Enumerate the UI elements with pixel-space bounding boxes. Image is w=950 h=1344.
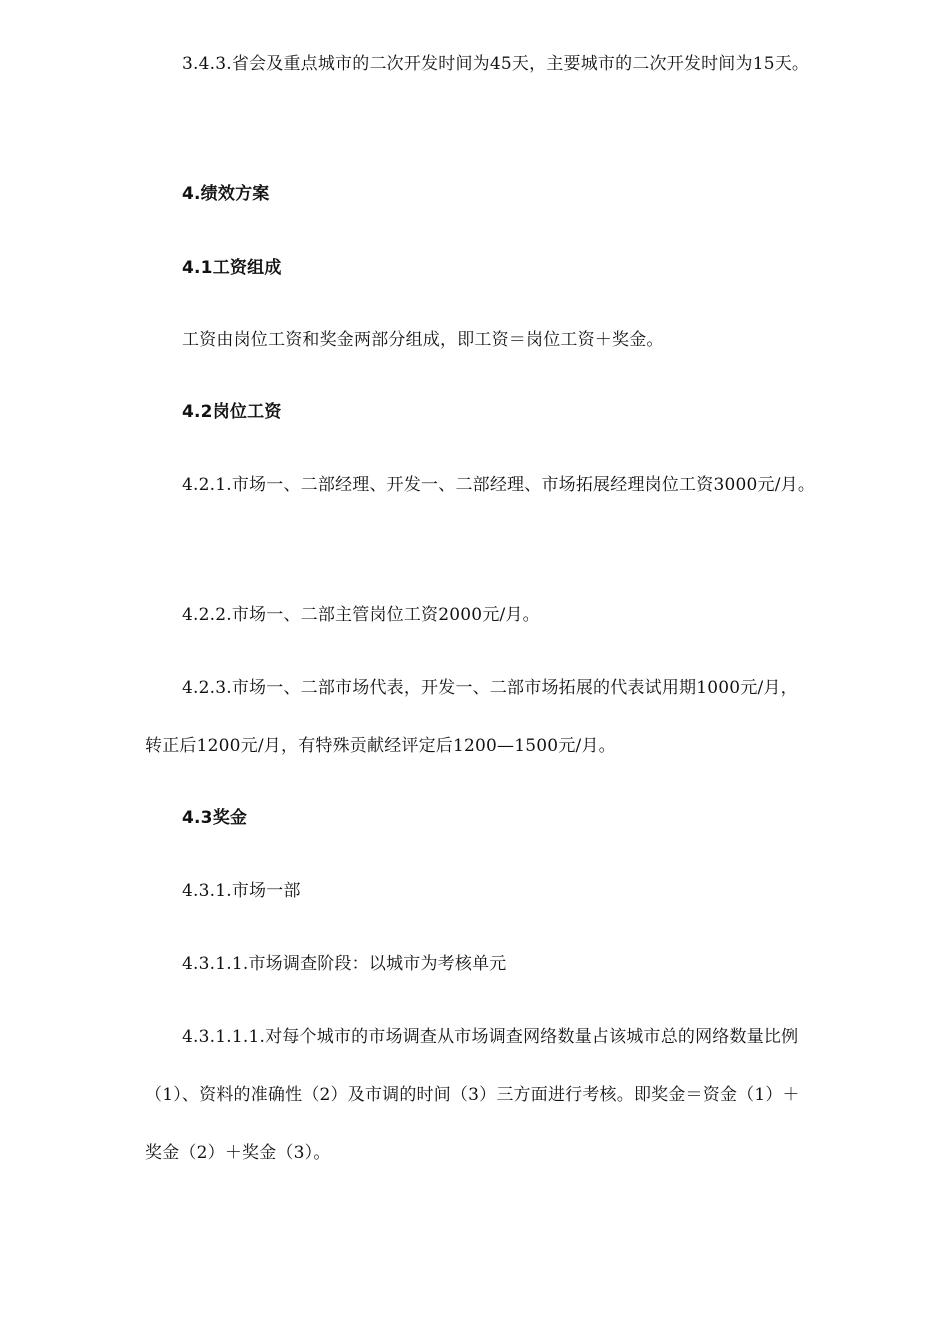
paragraph-4-2-1: 4.2.1.市场一、二部经理、开发一、二部经理、市场拓展经理岗位工资3000元/月。: [182, 475, 816, 495]
paragraph-4-3-1-1-1-line-1: 4.3.1.1.1.对每个城市的市场调查从市场调查网络数量占该城市总的网络数量比例: [182, 1027, 799, 1047]
paragraph-4-1: 工资由岗位工资和奖金两部分组成，即工资＝岗位工资＋奖金。: [182, 330, 664, 350]
paragraph-4-3-1-1: 4.3.1.1.市场调查阶段：以城市为考核单元: [182, 954, 507, 974]
paragraph-4-3-1-1-1-line-2: （1）、资料的准确性（2）及市调的时间（3）三方面进行考核。即奖金＝资金（1）＋: [145, 1085, 800, 1105]
paragraph-4-2-2: 4.2.2.市场一、二部主管岗位工资2000元/月。: [182, 605, 540, 625]
paragraph-4-3-1: 4.3.1.市场一部: [182, 881, 301, 901]
paragraph-4-2-3-line-2: 转正后1200元/月，有特殊贡献经评定后1200—1500元/月。: [145, 736, 616, 756]
paragraph-3-4-3: 3.4.3.省会及重点城市的二次开发时间为45天，主要城市的二次开发时间为15天。: [182, 54, 810, 74]
heading-4: 4.绩效方案: [182, 184, 270, 204]
heading-4-3: 4.3奖金: [182, 808, 248, 828]
paragraph-4-2-3-line-1: 4.2.3.市场一、二部市场代表，开发一、二部市场拓展的代表试用期1000元/月，: [182, 678, 798, 698]
heading-4-1: 4.1工资组成: [182, 258, 282, 278]
heading-4-2: 4.2岗位工资: [182, 402, 282, 422]
paragraph-4-3-1-1-1-line-3: 奖金（2）＋奖金（3）。: [145, 1143, 331, 1163]
